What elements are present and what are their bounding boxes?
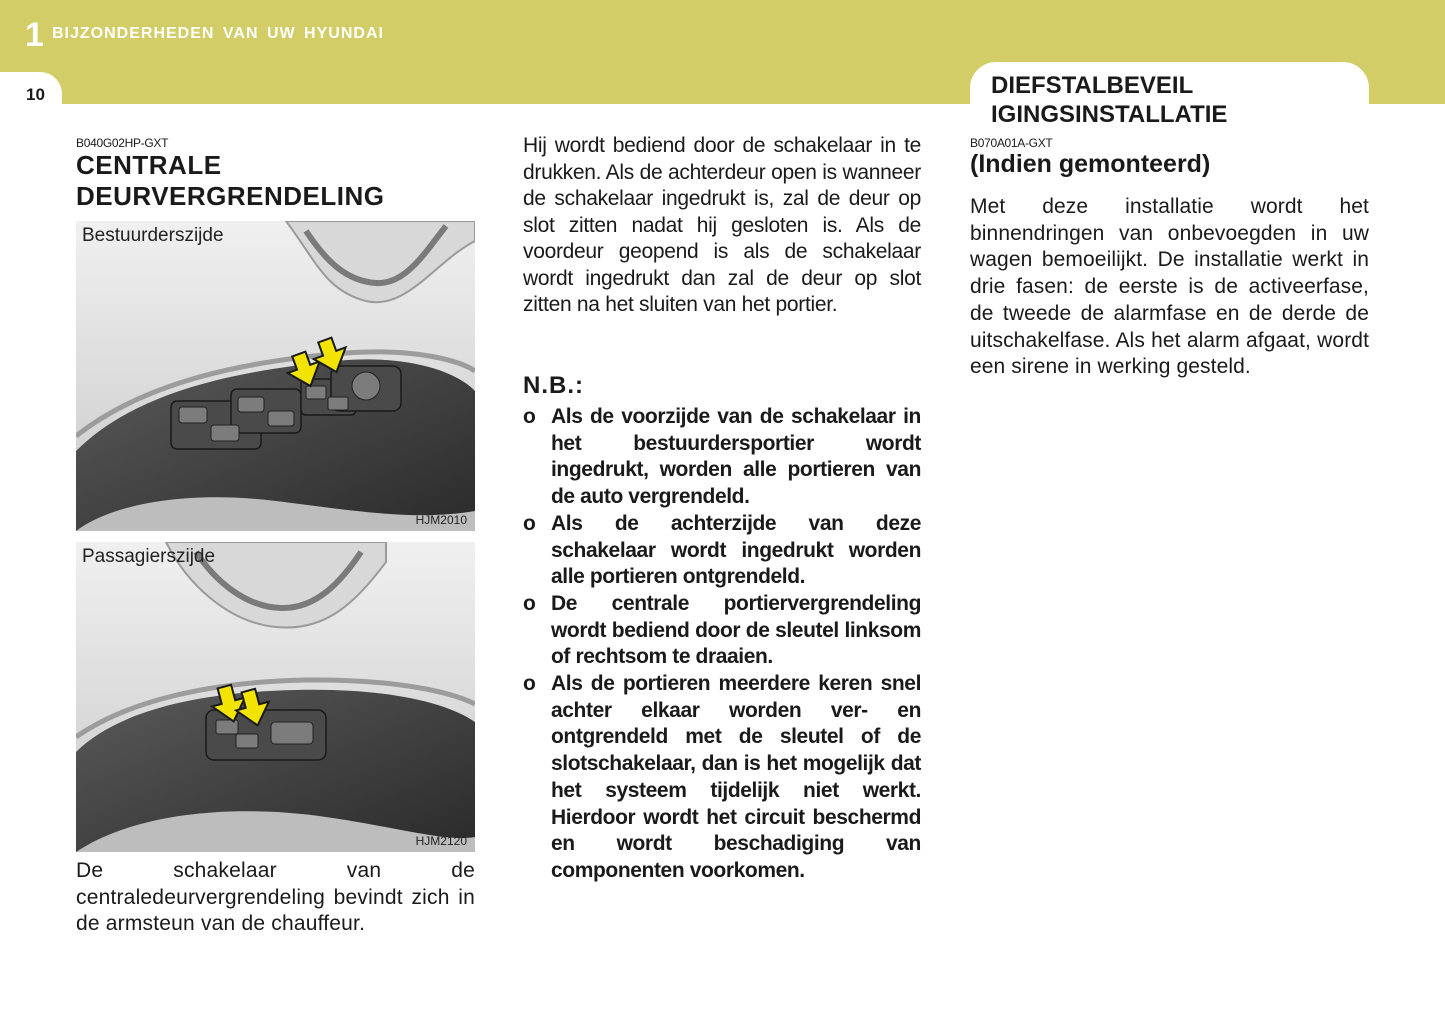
driver-door-switch-illustration xyxy=(76,221,475,531)
passenger-door-switch-illustration xyxy=(76,542,475,852)
figure-driver-side-label: Bestuurderszijde xyxy=(82,225,224,246)
list-item xyxy=(523,591,921,671)
note-heading: N.B.: xyxy=(523,372,584,399)
body-text-left: De schakelaar van de centraledeurvergrendeling bevindt zich in de armsteun van de chauffeur. xyxy=(76,859,475,936)
section-tab-title-line1: DIEFSTALBEVEIL xyxy=(991,72,1194,99)
section-subtitle-right: (Indien gemonteerd) xyxy=(970,150,1211,178)
note-text: Als de achterzijde van deze schakelaar wordt ingedrukt worden alle portieren ontgrendeld. xyxy=(551,511,921,589)
page-number: 10 xyxy=(26,85,45,104)
section-code-right: B070A01A-GXT xyxy=(970,136,1053,150)
bullet-marker: o xyxy=(523,405,536,428)
figure-passenger-side-label: Passagierszijde xyxy=(82,546,216,567)
body-text-right: Met deze installatie wordt het binnendringen van onbevoegden in uw wagen bemoeilijkt. De installatie werkt in drie fasen: de eerste is de activeerfase, de tweede de alarmfase en de derde de uitschakelfase. Als het alarm afgaat, wordt een sirene in werking gesteld. xyxy=(970,195,1369,379)
section-title-left xyxy=(76,150,385,212)
chapter-title: BIJZONDERHEDEN VAN UW HYUNDAI xyxy=(52,25,384,42)
body-text-middle: Hij wordt bediend door de schakelaar in te drukken. Als de achterdeur open is wanneer de schakelaar ingedrukt is, zal de deur op slot zitten nadat hij gesloten is. Als de voordeur geopend is als de schakelaar wordt ingedrukt dan zal de deur op slot zitten na het sluiten van het portier. xyxy=(523,134,921,316)
chapter-number: 1 xyxy=(25,16,44,54)
note-text: De centrale portiervergrendeling wordt bediend door de sleutel linksom of rechtsom te draaien. xyxy=(551,591,921,669)
note-text: Als de voorzijde van de schakelaar in het bestuurdersportier wordt ingedrukt, worden alle portieren van de auto vergrendeld. xyxy=(551,405,921,509)
list-item xyxy=(523,511,921,591)
bullet-marker: o xyxy=(523,672,536,696)
list-item xyxy=(523,671,921,885)
figure-driver-side-code: HJM2010 xyxy=(415,513,467,527)
note-text: Als de portieren meerdere keren snel achter elkaar worden ver- en ontgrendeld met de sleutel of de slotschakelaar, dan is het mogelijk dat het systeem tijdelijk niet werkt. Hierdoor wordt het circuit beschermd en wordt beschadiging van componenten voorkomen. xyxy=(551,672,921,882)
section-title-left-line1: CENTRALE xyxy=(76,150,222,180)
list-item xyxy=(523,404,921,511)
note-list xyxy=(523,404,921,885)
section-tab xyxy=(970,62,1369,132)
section-code-left: B040G02HP-GXT xyxy=(76,136,169,150)
figure-passenger-side xyxy=(76,542,475,852)
figure-driver-side xyxy=(76,221,475,531)
figure-passenger-side-code: HJM2120 xyxy=(415,834,467,848)
bullet-marker: o xyxy=(523,591,536,615)
section-title-left-line2: DEURVERGRENDELING xyxy=(76,181,385,211)
bullet-marker: o xyxy=(523,511,536,535)
section-tab-title-line2: IGINGSINSTALLATIE xyxy=(991,101,1228,128)
